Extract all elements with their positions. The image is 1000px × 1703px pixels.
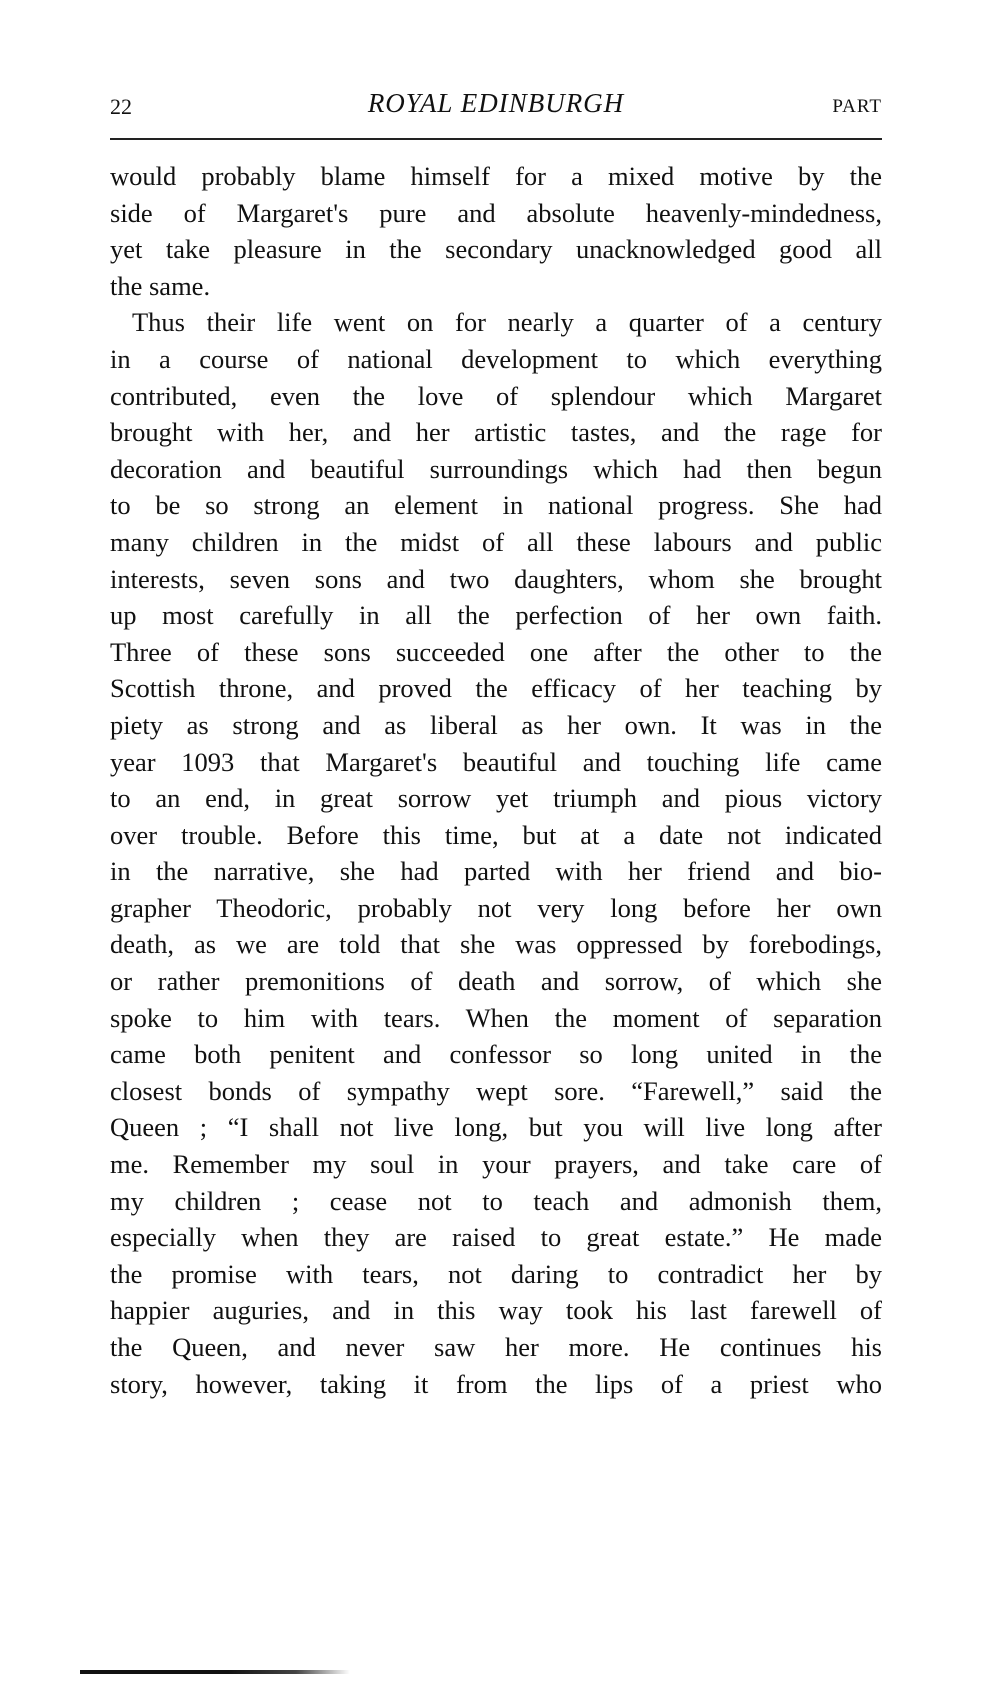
page-number: 22 [110,94,132,119]
text-line: my children ; cease not to teach and admonish them, [110,1185,882,1216]
running-title: ROYAL EDINBURGH [367,88,625,118]
text-line: happier auguries, and in this way took his last farewell of [110,1295,882,1326]
text-line: to be so strong an element in national progress. She had [110,490,882,521]
text-line: would probably blame himself for a mixed motive by the [110,161,882,191]
text-line: up most carefully in all the perfection of her own faith. [110,600,882,631]
text-line: or rather premonitions of death and sorrow, of which she [110,966,882,997]
text-line: brought with her, and her artistic tastes, and the rage for [110,417,882,448]
text-line: interests, seven sons and two daughters, whom she brought [110,563,882,594]
text-line: death, as we are told that she was oppressed by forebodings, [110,929,882,960]
text-line: came both penitent and confessor so long united in the [110,1039,882,1070]
scan-artifact-rule [80,1670,350,1674]
text-line: Scottish throne, and proved the efficacy of her teaching by [110,673,882,704]
text-line: story, however, taking it from the lips of a priest who [110,1368,882,1399]
text-line: over trouble. Before this time, but at a date not indicated [110,819,882,850]
text-line: to an end, in great sorrow yet triumph and pious victory [110,783,882,814]
header-rule [110,138,882,140]
text-line: closest bonds of sympathy wept sore. “Farewell,” said the [110,1075,882,1106]
text-line: side of Margaret's pure and absolute heavenly-mindedness, [110,197,882,228]
text-line: contributed, even the love of splendour which Margaret [110,380,882,411]
page-body-text [110,158,882,1402]
text-line: the promise with tears, not daring to contradict her by [110,1258,882,1289]
text-line: me. Remember my soul in your prayers, and take care of [110,1149,882,1180]
text-line: year 1093 that Margaret's beautiful and touching life came [110,746,882,777]
text-line: piety as strong and as liberal as her own. It was in the [110,709,882,740]
text-line: grapher Theodoric, probably not very long before her own [110,892,882,923]
text-line: decoration and beautiful surroundings which had then begun [110,453,882,484]
text-line: Queen ; “I shall not live long, but you will live long after [110,1112,882,1143]
section-label: PART [832,96,882,117]
text-line: the same. [110,270,211,301]
running-header [110,88,882,128]
text-line: many children in the midst of all these labours and public [110,526,882,557]
text-line: in a course of national development to which everything [110,343,882,374]
text-line: Three of these sons succeeded one after the other to the [110,636,882,667]
text-line: spoke to him with tears. When the moment of separation [110,1002,882,1033]
text-line: the Queen, and never saw her more. He continues his [110,1332,882,1362]
text-line: yet take pleasure in the secondary unacknowledged good all [110,234,882,265]
text-line: in the narrative, she had parted with her friend and bio- [110,856,882,887]
text-line: especially when they are raised to great estate.” He made [110,1222,882,1253]
text-line: Thus their life went on for nearly a quarter of a century [132,307,882,338]
